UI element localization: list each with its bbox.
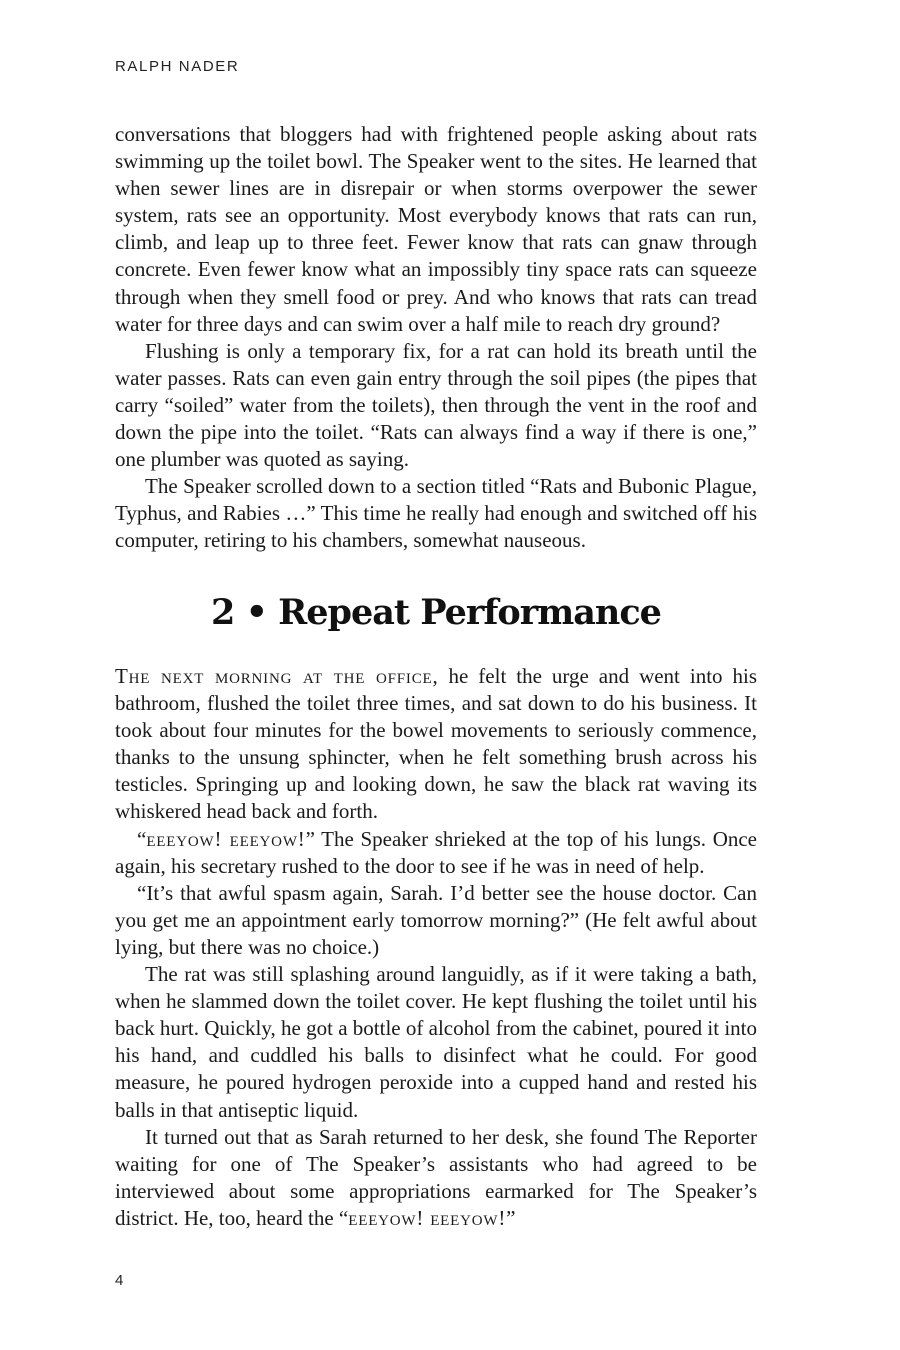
paragraph-text: he felt the urge and went into his bathroom, flushed the toilet three times, and sat down to do his business. It took about four minutes for the bowel movements to seriously commence, thanks to the unsung sphincter, when he felt something brush across his testicles. Springing up and looking down, he saw the black rat waving its whiskered head back and forth. (115, 664, 757, 824)
paragraph: “It’s that awful spasm again, Sarah. I’d better see the house doctor. Can you get me an appointment early tomorrow morning?” (He felt awful about lying, but there was no choice.) (115, 880, 757, 959)
paragraph (115, 663, 757, 826)
close-quote: ” (506, 1205, 516, 1230)
shout-smallcaps: eeeyow! eeeyow! (146, 826, 306, 851)
paragraph (115, 826, 757, 880)
paragraph (115, 1124, 757, 1232)
running-head: RALPH NADER (115, 58, 240, 75)
paragraph: The rat was still splashing around languidly, as if it were taking a bath, when he slammed down the toilet cover. He kept flushing the toilet until his back hurt. Quickly, he got a bottle of alcohol from the cabinet, poured it into his hand, and cuddled his balls to disinfect what he could. For good measure, he poured hydrogen peroxide into a cupped hand and rested his balls in that antiseptic liquid. (115, 962, 757, 1122)
page-number: 4 (115, 1272, 124, 1289)
chapter-title: 2 • Repeat Performance (211, 592, 661, 633)
opening-smallcaps: The next morning at the office, (115, 664, 439, 688)
section-1-text (115, 121, 757, 555)
open-quote: “ (137, 826, 147, 851)
paragraph-text: ” The Speaker shrieked at the top of his lungs. Once again, his secretary rushed to the door to see if he was in need of help. (115, 826, 758, 878)
paragraph: conversations that bloggers had with frightened people asking about rats swimming up the toilet bowl. The Speaker went to the sites. He learned that when sewer lines are in disrepair or when storms overpower the sewer system, rats see an opportunity. Most everybody knows that rats can run, climb, and leap up to three feet. Fewer know that rats can gnaw through concrete. Even fewer know what an impossibly tiny space rats can squeeze through when they smell food or prey. And who knows that rats can tread water for three days and can swim over a half mile to reach dry ground? (115, 122, 757, 336)
paragraph: Flushing is only a temporary fix, for a rat can hold its breath until the water passes. Rats can even gain entry through the soil pipes (the pipes that carry “soiled” water from the toilets), then through the vent in the roof and down the pipe into the toilet. “Rats can always find a way if there is one,” one plumber was quoted as saying. (115, 338, 757, 472)
paragraph-text: It turned out that as Sarah returned to her desk, she found The Reporter waiting for one of The Speaker’s assistants who had agreed to be interviewed about some appropriations earmarked for The Speaker’s district. He, too, heard the “ (115, 1124, 757, 1230)
paragraph: The Speaker scrolled down to a section titled “Rats and Bubonic Plague, Typhus, and Rabies …” This time he really had enough and switched off his computer, retiring to his chambers, somewhat nauseous. (115, 474, 757, 553)
section-2-text (115, 663, 757, 1232)
shout-smallcaps: eeeyow! eeeyow! (348, 1205, 507, 1230)
